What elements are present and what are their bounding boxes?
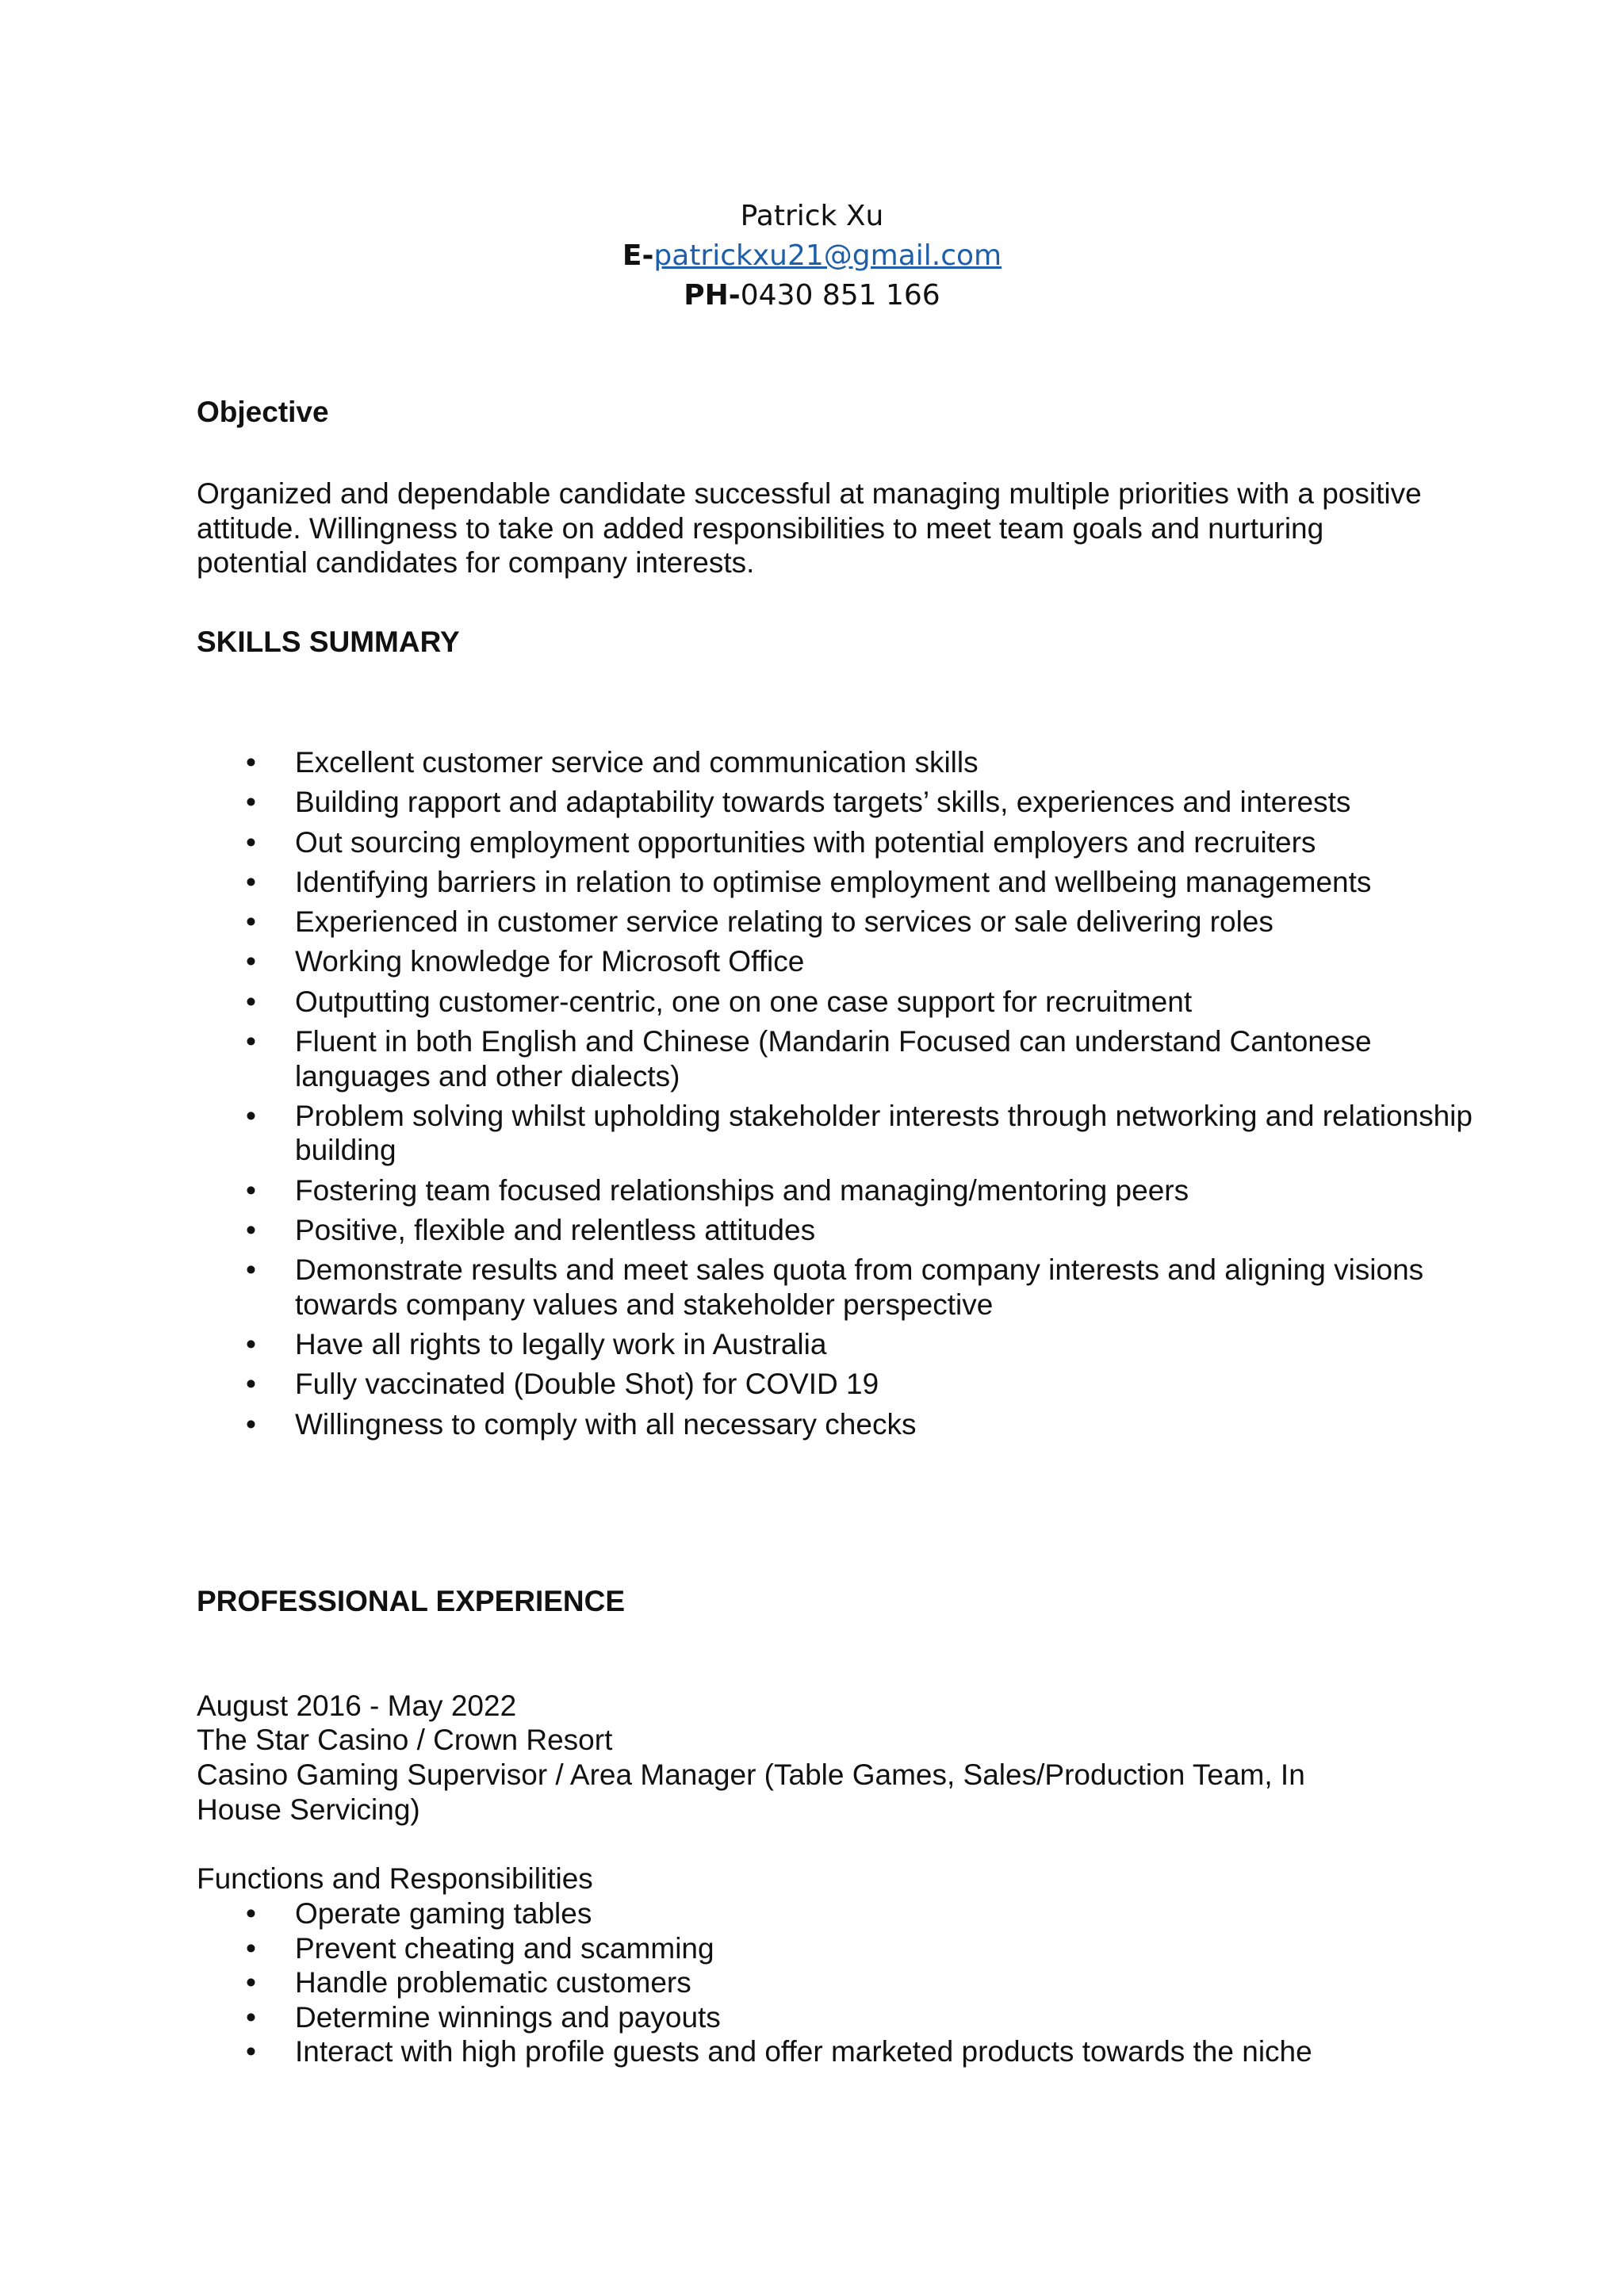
list-item: • Working knowledge for Microsoft Office <box>246 945 805 978</box>
email-link[interactable]: patrickxu21@gmail.com <box>653 239 1002 272</box>
list-item: • Positive, flexible and relentless attitudes <box>246 1213 816 1246</box>
list-item: • Experienced in customer service relating to services or sale delivering roles <box>246 905 1274 939</box>
skills-list <box>197 745 1497 1447</box>
phone-number: 0430 851 166 <box>740 279 940 312</box>
list-item: • Willingness to comply with all necessary checks <box>246 1407 917 1441</box>
list-item: • Demonstrate results and meet sales quota from company interests and aligning visions towards company values and stakeholder perspective <box>246 1253 1424 1321</box>
list-item: • Out sourcing employment opportunities with potential employers and recruiters <box>246 825 1316 859</box>
contact-header <box>0 197 1624 316</box>
functions-heading: Functions and Responsibilities <box>197 1862 593 1895</box>
list-item: • Handle problematic customers <box>246 1966 691 1999</box>
list-item: • Outputting customer-centric, one on one case support for recruitment <box>246 985 1193 1018</box>
list-item: • Interact with high profile guests and offer marketed products towards the niche <box>246 2035 1312 2068</box>
phone-line <box>0 276 1624 316</box>
email-label: E- <box>622 239 654 272</box>
duties-list <box>197 1896 1497 2069</box>
phone-label: PH- <box>684 279 741 312</box>
job-role: Casino Gaming Supervisor / Area Manager (Table Games, Sales/Production Team, In House Servicing) <box>197 1758 1305 1826</box>
list-item: • Fluent in both English and Chinese (Mandarin Focused can understand Cantonese languages and other dialects) <box>246 1025 1372 1093</box>
experience-heading: PROFESSIONAL EXPERIENCE <box>197 1585 626 1617</box>
list-item: • Fully vaccinated (Double Shot) for COVID 19 <box>246 1368 879 1401</box>
list-item: • Excellent customer service and communication skills <box>246 746 979 779</box>
job-dates: August 2016 - May 2022 <box>197 1689 517 1722</box>
list-item: • Building rapport and adaptability towards targets’ skills, experiences and interests <box>246 786 1351 819</box>
list-item: • Prevent cheating and scamming <box>246 1931 714 1965</box>
candidate-name: Patrick Xu <box>740 200 884 232</box>
skills-heading: SKILLS SUMMARY <box>197 626 460 658</box>
email-line <box>0 236 1624 276</box>
list-item: • Operate gaming tables <box>246 1897 592 1930</box>
list-item: • Problem solving whilst upholding stakeholder interests through networking and relationship building <box>246 1099 1473 1167</box>
list-item: • Fostering team focused relationships and managing/mentoring peers <box>246 1173 1189 1207</box>
list-item: • Have all rights to legally work in Australia <box>246 1328 827 1361</box>
job-employer: The Star Casino / Crown Resort <box>197 1724 613 1756</box>
objective-text: Organized and dependable candidate successful at managing multiple priorities with a positive attitude. Willingness to take on added responsibilities to meet team goals and nurturing potential candidates for company interests. <box>197 477 1422 579</box>
list-item: • Identifying barriers in relation to optimise employment and wellbeing managements <box>246 865 1372 898</box>
list-item: • Determine winnings and payouts <box>246 2000 721 2034</box>
objective-heading: Objective <box>197 396 329 428</box>
